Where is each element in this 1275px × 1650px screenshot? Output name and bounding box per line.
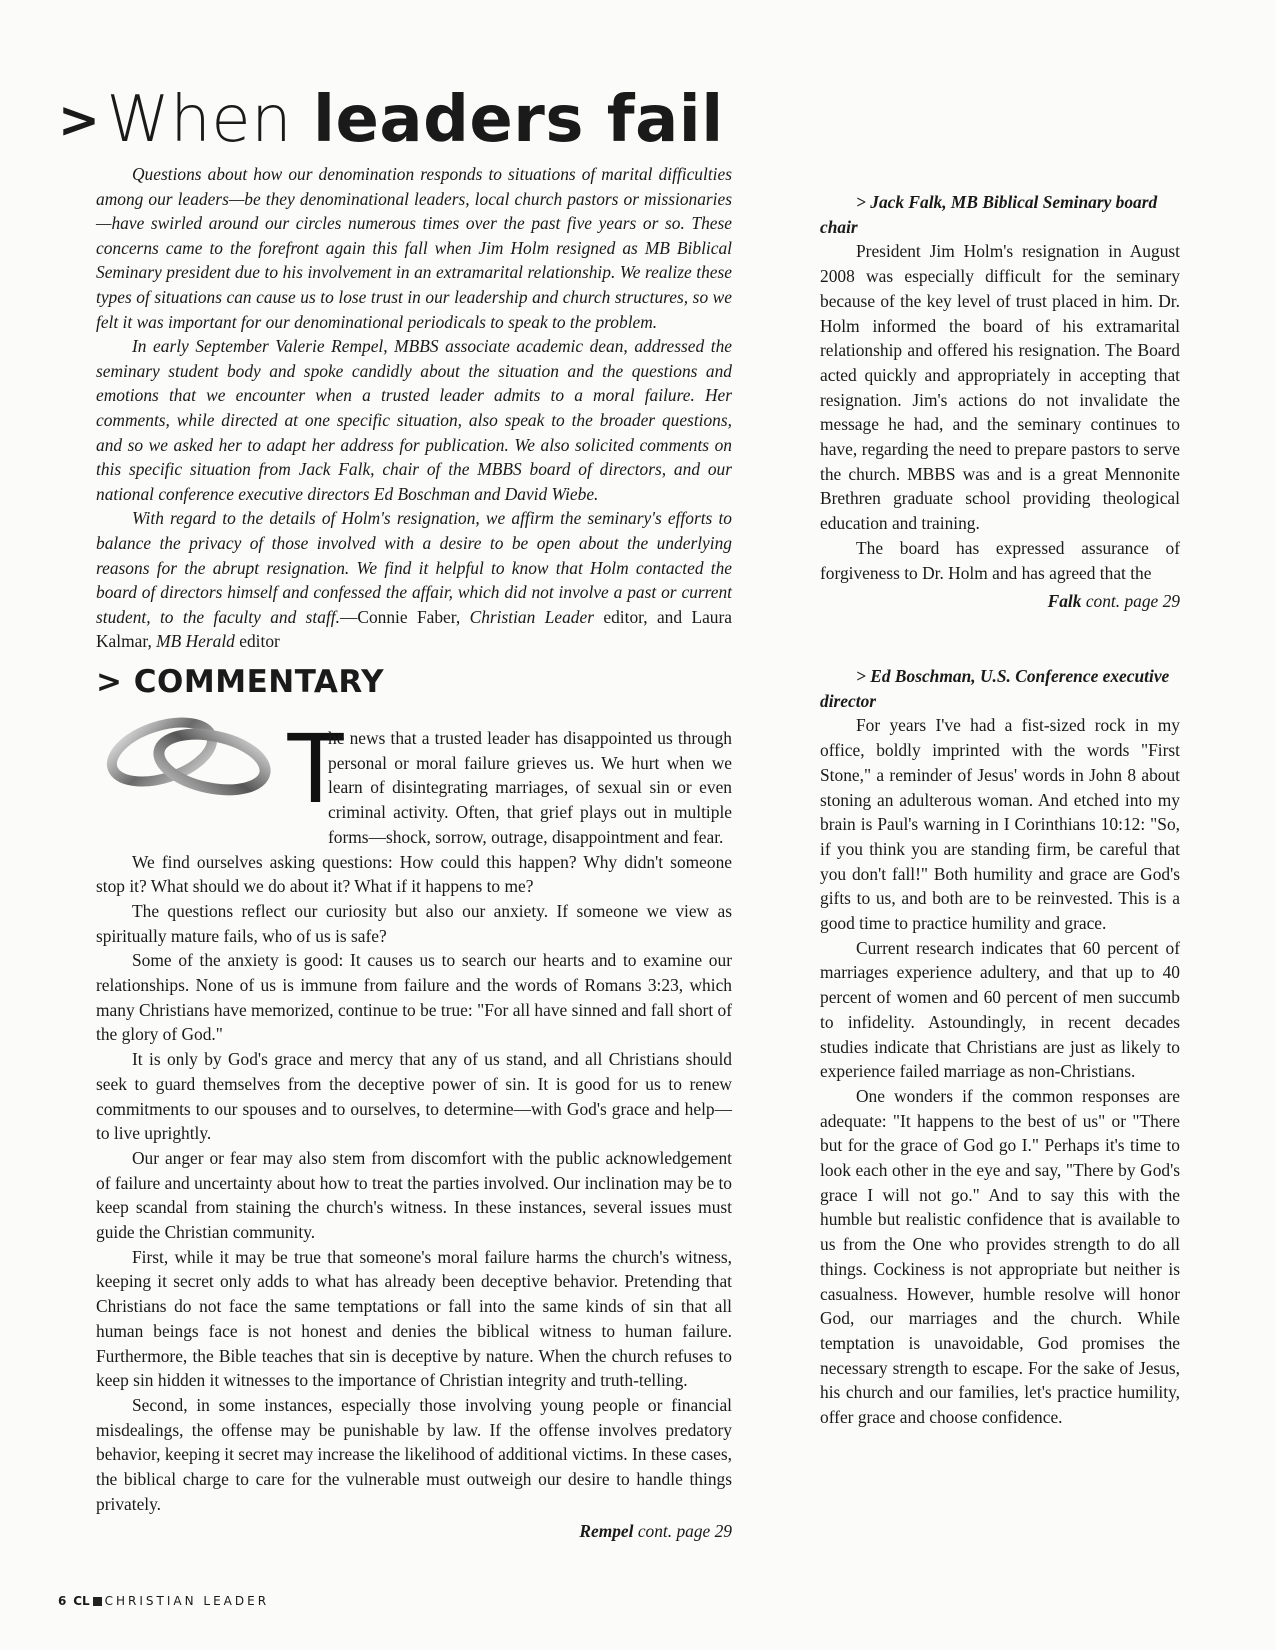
byline-dash: — xyxy=(339,606,358,627)
boschman-paragraph: For years I've had a fist-sized rock in my office, boldly imprinted with the words "First Stone," a reminder of Jesus' words in John 8 about stoning an adulterous woman. And etched into my brain is Paul's warning in I Corinthians 10:12: "So, if you think you are standing firm, be careful that you don't fall!" Both humility and grace are God's gifts to us, and both are to be reinvested. This is a good time to practice humility and grace. xyxy=(820,715,1180,934)
rempel-cont-text: cont. page 29 xyxy=(633,1520,732,1541)
rempel-cont-name: Rempel xyxy=(579,1520,634,1541)
commentary-paragraph: Our anger or fear may also stem from discomfort with the public acknowledgement of failure and uncertainty about how to treat the parties involved. Our inclination may be to keep scandal from staining the church's witness. In these instances, several issues must guide the Christian community. xyxy=(96,1147,732,1243)
commentary-paragraph: It is only by God's grace and mercy that any of us stand, and all Christians should seek to guard themselves from the deceptive power of sin. It is good for us to renew commitments to our spouses and to ourselves, to determine—with God's grace and help—to live uprightly. xyxy=(96,1049,732,1144)
boschman-sidebar xyxy=(820,664,1180,1430)
commentary-paragraph: The questions reflect our curiosity but also our anxiety. If someone we view as spiritually mature fails, who of us is safe? xyxy=(96,900,732,946)
page-title xyxy=(58,80,724,164)
title-light: When xyxy=(106,83,293,157)
commentary-paragraph: Second, in some instances, especially those involving young people or financial misdealings, the offense may be punishable by law. If the offense involves predatory behavior, keeping it secret may increase the likelihood of additional victims. In these cases, the biblical charge to care for the vulnerable must outweigh our desire to handle things privately. xyxy=(96,1394,732,1514)
title-bold: leaders fail xyxy=(313,83,724,157)
commentary-paragraph: First, while it may be true that someone's moral failure harms the church's witness, keeping it secret only adds to what has already been deceptive behavior. Pretending that Christians do not face the same temptations or fall into the same kinds of sin that all human beings face is not honest and denies the biblical witness to human failure. Furthermore, the Bible teaches that sin is deceptive by nature. When the church refuses to keep sin hidden it witnesses to the importance of Christian integrity and truth-telling. xyxy=(96,1246,732,1391)
falk-sidebar xyxy=(820,190,1180,615)
byline-publication-1: Christian Leader xyxy=(469,606,594,627)
boschman-paragraph: Current research indicates that 60 percent of marriages experience adultery, and that up to 40 percent of women and 60 percent of men succumb to infidelity. Astoundingly, in recent decades studies indicate that Christians are just as likely to experience failed marriage as non-Christians. xyxy=(820,937,1180,1082)
intro-paragraph-2: In early September Valerie Rempel, MBBS associate academic dean, addressed the seminary student body and spoke candidly about the situation and the questions and emotions that we encounter when a trusted leader admits to a moral failure. Her comments, while directed at one specific situation, also speak to the broader questions, and so we asked her to adapt her address for publication. We also solicited comments on this specific situation from Jack Falk, chair of the MBBS board of directors, and our national conference executive directors Ed Boschman and David Wiebe. xyxy=(96,336,732,504)
intro-paragraph-3 xyxy=(96,506,732,654)
intro-paragraph-1: Questions about how our denomination responds to situations of marital difficulties among our leaders—be they denominational leaders, local church pastors or missionaries—have swirled around our circles numerous times over the past five years or so. These concerns came to the forefront again this fall when Jim Holm resigned as MB Biblical Seminary president due to his involvement in an extramarital relationship. We realize these types of situations can cause us to lose trust in our leadership and church structures, so we felt it was important for our denominational periodicals to speak to the problem. xyxy=(96,164,732,332)
falk-heading: > Jack Falk, MB Biblical Seminary board chair xyxy=(820,192,1158,237)
falk-cont-name: Falk xyxy=(1047,591,1082,612)
byline-author-1: Connie Faber, xyxy=(357,606,470,627)
commentary-paragraph: Some of the anxiety is good: It causes us to search our hearts and to examine our relationships. None of us is immune from failure and the words of Romans 3:23, which many Christians have memorized, continue to be true: "For all have sinned and fall short of the glory of God." xyxy=(96,950,732,1045)
rempel-continuation[interactable] xyxy=(579,1519,732,1544)
footer-cl: CL xyxy=(73,1594,90,1608)
drop-cap: T xyxy=(285,712,347,824)
commentary-article xyxy=(96,712,732,1545)
falk-paragraph-1: President Jim Holm's resignation in August 2008 was especially difficult for the seminary because of the key level of trust placed in him. Dr. Holm informed the board of his extramarital relationship and offered his resignation. The Board acted quickly and appropriately in accepting that resignation. Jim's actions do not invalidate the message he had, and the seminary continues to have, regarding the need to prepare pastors to serve the church. MBBS was and is a great Mennonite Brethren graduate school providing theological education and training. xyxy=(820,241,1180,534)
intro-p3-text: With regard to the details of Holm's resignation, we affirm the seminary's efforts to balance the privacy of those involved with a desire to be open about the underlying reasons for the abrupt resignation. We find it helpful to know that Holm contacted the board of directors himself and confessed the affair, which did not involve a past or current student, to the faculty and staff. xyxy=(96,508,732,627)
page-footer xyxy=(58,1594,269,1608)
byline-editor: editor xyxy=(234,631,280,652)
intro-editorial xyxy=(96,162,732,654)
falk-continuation[interactable] xyxy=(1048,589,1180,614)
page-number: 6 xyxy=(58,1594,67,1608)
falk-cont-text: cont. page 29 xyxy=(1081,591,1180,612)
boschman-heading: > Ed Boschman, U.S. Conference executive director xyxy=(820,666,1170,711)
commentary-heading: > COMMENTARY xyxy=(96,664,385,700)
byline-author-2: editor, and Laura Kalmar, xyxy=(96,606,732,652)
byline-publication-2: MB Herald xyxy=(156,631,235,652)
footer-publication: CHRISTIAN LEADER xyxy=(104,1594,270,1608)
boschman-paragraph: One wonders if the common responses are adequate: "It happens to the best of us" or "There but for the grace of God go I." Perhaps it's time to look each other in the eye and say, "There by God's grace I will not go." And to say this with the humble but realistic confidence that is available to us from the One who provides strength to do all things. Cockiness is not appropriate but neither is casualness. However, humble resolve will honor God, our marriages and the church. While temptation is unavoidable, God promises the necessary strength to escape. For the sake of Jesus, his church and our families, let's practice humility, offer grace and choose confidence. xyxy=(820,1085,1180,1428)
commentary-paragraph: We find ourselves asking questions: How could this happen? Why didn't someone stop it? What should we do about it? What if it happens to me? xyxy=(96,851,732,897)
footer-square-icon xyxy=(93,1597,102,1606)
falk-paragraph-2: The board has expressed assurance of forgiveness to Dr. Holm and has agreed that the xyxy=(820,537,1180,583)
commentary-paragraph-1: he news that a trusted leader has disappointed us through personal or moral failure grieves us. We hurt when we learn of disintegrating marriages, of sexual sin or even criminal activity. Often, that grief plays out in multiple forms—shock, sorrow, outrage, disappointment and fear. xyxy=(328,728,732,847)
title-chevron: > xyxy=(58,91,101,149)
